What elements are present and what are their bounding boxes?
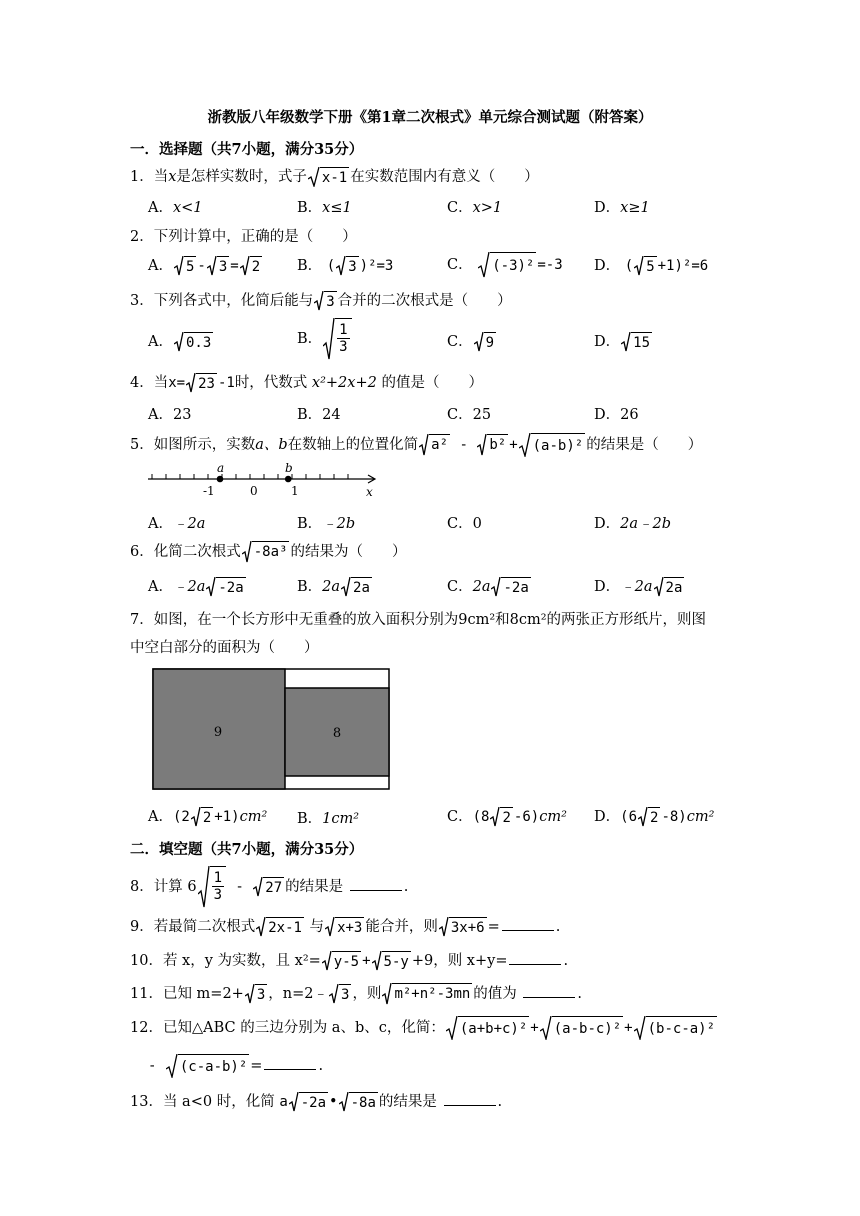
- radicand: 2a: [664, 577, 685, 597]
- paren: (: [326, 258, 336, 274]
- q5-text: 在数轴上的位置化简: [287, 437, 419, 453]
- coefficient: 2a: [322, 579, 341, 595]
- q6-text: 6．化简二次根式: [130, 544, 241, 560]
- radicand: a²: [429, 434, 450, 456]
- period: .: [318, 1058, 324, 1074]
- tick-label-1: 1: [291, 484, 299, 498]
- sqrt-sign: [191, 807, 213, 827]
- sqrt-sign: [186, 373, 217, 393]
- radicand: x-1: [320, 167, 349, 187]
- sqrt-sign: [621, 332, 652, 352]
- option-value: x≥1: [620, 200, 650, 216]
- radicand: (c-a-b)²: [178, 1054, 249, 1078]
- sqrt-sign: [519, 433, 586, 457]
- sqrt-sign: [314, 291, 336, 311]
- radicand: b²: [487, 434, 508, 456]
- expr-tail: )²=3: [359, 258, 394, 274]
- radicand: 23: [196, 373, 217, 393]
- q5-text: 5．如图所示，实数: [130, 437, 256, 453]
- axis-ticks: [152, 474, 348, 479]
- period: .: [563, 953, 569, 969]
- rectangle-figure: [152, 668, 392, 792]
- radicand: (a+b+c)²: [458, 1016, 529, 1040]
- sqrt-sign: [245, 984, 267, 1004]
- sqrt-sign: [242, 541, 290, 563]
- fraction: [212, 870, 224, 903]
- expr-tail: -1: [217, 375, 235, 391]
- option-d: [594, 254, 708, 276]
- q10-text: 10．若 x，y 为实数，且 x²=: [130, 953, 321, 969]
- label-9: 9: [213, 725, 223, 740]
- radicand: 5: [184, 256, 196, 276]
- question-10: [130, 949, 568, 971]
- radicand: 0.3: [184, 332, 213, 352]
- operator: +: [509, 437, 518, 453]
- section-heading-fill: 二．填空题（共7小题，满分35分）: [130, 841, 364, 858]
- sqrt-sign: [634, 256, 656, 276]
- operator: +: [530, 1020, 539, 1036]
- sqrt-sign: [540, 1016, 623, 1040]
- number-line: [146, 462, 382, 502]
- option-c: C．25: [447, 407, 492, 423]
- page-title: 浙教版八年级数学下册《第1章二次根式》单元综合测试题（附答案）: [207, 109, 653, 126]
- question-1: [130, 165, 539, 187]
- sqrt-sign: [490, 807, 512, 827]
- radicand: -2a: [216, 577, 245, 597]
- operator: =: [230, 258, 239, 274]
- radicand: (-3)²: [490, 252, 536, 278]
- expr-tail: -6): [513, 809, 540, 825]
- option-c: [447, 805, 567, 827]
- option-letter: C．: [447, 200, 473, 216]
- option-letter: C．: [447, 334, 473, 350]
- q4-expr: x²+2x+2: [311, 375, 377, 391]
- option-letter: B．: [297, 516, 323, 532]
- sqrt-sign: [341, 577, 372, 597]
- question-6: [130, 540, 406, 563]
- sqrt-sign: [322, 951, 361, 971]
- option-letter: A．: [148, 200, 173, 216]
- q1-text: 是怎样实数时，式子: [176, 169, 307, 185]
- radicand: (a-b-c)²: [552, 1016, 623, 1040]
- sqrt-sign: [166, 1054, 249, 1078]
- radicand: 9: [484, 332, 496, 352]
- option-a: [148, 330, 214, 352]
- radicand: 2a: [351, 577, 372, 597]
- radicand: -8a: [349, 1092, 378, 1112]
- option-value: x≤1: [322, 200, 352, 216]
- sqrt-sign: [634, 1016, 717, 1040]
- q5-vars: a、b: [255, 437, 288, 453]
- q9-text: =: [487, 919, 500, 935]
- sqrt-sign: [446, 1016, 529, 1040]
- q10-text: +9，则 x+y=: [411, 953, 508, 969]
- option-c: [447, 575, 532, 597]
- question-2: 2．下列计算中，正确的是（ ）: [130, 229, 357, 245]
- option-value: x<1: [172, 200, 203, 216]
- option-d: [594, 330, 653, 352]
- option-letter: A．: [148, 334, 173, 350]
- sqrt-sign: [439, 917, 487, 937]
- question-13: [130, 1090, 502, 1112]
- option-a: [148, 254, 263, 276]
- option-d: [594, 196, 650, 217]
- option-b: [297, 254, 393, 276]
- sqrt-sign: [174, 332, 213, 352]
- q9-text: 9．若最简二次根式: [130, 919, 256, 935]
- q13-text: 的结果是: [378, 1094, 442, 1110]
- option-letter: C．: [447, 809, 473, 825]
- answer-blank[interactable]: [444, 1093, 496, 1106]
- expr-tail: =-3: [537, 257, 563, 273]
- option-c: [447, 330, 497, 352]
- coefficient: ﹣2a: [620, 579, 653, 595]
- question-12: [130, 1016, 718, 1040]
- option-letter: B．: [297, 331, 323, 347]
- sqrt-sign: [256, 917, 304, 937]
- expr: (6: [620, 809, 637, 825]
- answer-blank[interactable]: [350, 878, 402, 891]
- period: .: [497, 1094, 503, 1110]
- radicand: 2: [648, 807, 660, 827]
- option-letter: B．: [297, 200, 323, 216]
- q11-text: 的值为: [473, 986, 522, 1002]
- question-7-line2: 中空白部分的面积为（ ）: [130, 640, 319, 656]
- answer-blank[interactable]: [509, 952, 561, 965]
- operator: •: [329, 1094, 338, 1110]
- option-d: D．26: [594, 407, 639, 423]
- radicand: -8a³: [252, 541, 290, 563]
- option-b: [297, 196, 352, 217]
- q11-text: ，n=2﹣: [268, 986, 328, 1002]
- option-letter: D．: [594, 516, 621, 532]
- tick-label-0: 0: [250, 484, 258, 498]
- option-letter: D．: [594, 200, 621, 216]
- radicand: x+3: [335, 917, 364, 937]
- sqrt-sign: [478, 252, 536, 278]
- option-letter: A．: [148, 516, 173, 532]
- option-c: [447, 252, 563, 278]
- label-8: 8: [332, 726, 342, 741]
- q3-text: 合并的二次根式是（ ）: [337, 293, 512, 309]
- sqrt-sign: [253, 877, 284, 897]
- radicand: (a-b)²: [531, 433, 586, 457]
- q11-text: 11．已知 m=2+: [130, 986, 244, 1002]
- sqrt-sign: [491, 577, 530, 597]
- period: .: [555, 919, 561, 935]
- operator: +: [624, 1020, 633, 1036]
- sqrt-sign: [289, 1092, 328, 1112]
- option-letter: D．: [594, 334, 621, 350]
- option-value: ﹣2b: [322, 516, 356, 532]
- option-a: [148, 512, 205, 533]
- radicand: m²+n²-3mn: [392, 983, 472, 1005]
- q3-text: 3．下列各式中，化简后能与: [130, 293, 314, 309]
- sqrt-sign: [372, 951, 411, 971]
- q4-text: 的值是（ ）: [376, 375, 483, 391]
- point-b: [285, 476, 292, 483]
- period: .: [577, 986, 583, 1002]
- sqrt-sign: [382, 983, 472, 1005]
- radicand: 2x-1: [266, 917, 304, 937]
- radicand: 3: [346, 256, 358, 276]
- option-a: [148, 805, 267, 827]
- sqrt-sign: [474, 332, 496, 352]
- sqrt-sign: [329, 984, 351, 1004]
- tick-label-neg1: -1: [203, 484, 215, 498]
- sqrt-sign: [638, 807, 660, 827]
- operator: +: [362, 953, 371, 969]
- radicand: 3: [339, 984, 351, 1004]
- q4-text: 时，代数式: [234, 375, 312, 391]
- expr: (8: [472, 809, 490, 825]
- q8-text: 8．计算 6: [130, 879, 197, 895]
- option-value: x>1: [472, 200, 503, 216]
- radicand: 3x+6: [449, 917, 487, 937]
- option-letter: C．: [447, 579, 473, 595]
- sqrt-sign: [419, 434, 450, 456]
- option-b: [297, 807, 359, 828]
- radicand: (b-c-a)²: [646, 1016, 717, 1040]
- unit: cm²: [539, 809, 567, 825]
- unit: cm²: [239, 809, 268, 825]
- q9-text: 与: [304, 919, 325, 935]
- question-4: [130, 371, 483, 393]
- label-b: b: [285, 462, 293, 475]
- denominator: 3: [213, 887, 222, 903]
- q6-text: 的结果为（ ）: [290, 544, 407, 560]
- q1-number: 1．: [130, 169, 154, 185]
- option-letter: D．: [594, 579, 621, 595]
- option-letter: C．: [447, 257, 473, 273]
- q12-text: 12．已知△ABC 的三边分别为 a、b、c，化简：: [130, 1020, 445, 1036]
- question-5: [130, 433, 702, 457]
- option-d: [594, 512, 671, 533]
- q1-text: 在实数范围内有意义（ ）: [350, 169, 539, 185]
- option-letter: A．: [148, 258, 173, 274]
- option-letter: A．: [148, 809, 173, 825]
- sqrt-sign: [477, 434, 508, 456]
- unit: cm²: [686, 809, 715, 825]
- option-value: ﹣2a: [172, 516, 206, 532]
- radicand: 3: [324, 291, 336, 311]
- option-letter: B．: [297, 579, 323, 595]
- q12-text: =: [250, 1058, 263, 1074]
- expr-tail: -8): [661, 809, 687, 825]
- point-a: [217, 476, 224, 483]
- sqrt-sign: [308, 167, 349, 187]
- question-3: [130, 289, 512, 311]
- radicand: 3: [217, 256, 229, 276]
- sqrt-sign: [207, 256, 229, 276]
- answer-blank[interactable]: [523, 985, 575, 998]
- q1-var: x: [168, 169, 177, 185]
- option-letter: A．: [148, 579, 173, 595]
- axis-label-x: x: [366, 485, 373, 499]
- q5-text: 的结果是（ ）: [586, 437, 703, 453]
- question-7-line1: 7．如图，在一个长方形中无重叠的放入面积分别为9cm²和8cm²的两张正方形纸片，则图: [130, 612, 707, 628]
- sqrt-sign: [323, 318, 351, 360]
- option-a: [148, 196, 203, 217]
- radicand: 15: [631, 332, 652, 352]
- option-b: B．24: [297, 407, 341, 423]
- option-c: [447, 196, 502, 217]
- expr: x=: [168, 375, 186, 391]
- question-8: [130, 866, 408, 908]
- radicand: 5-y: [382, 951, 411, 971]
- q8-text: 的结果是: [285, 879, 348, 895]
- option-d: [594, 805, 714, 827]
- operator: -: [451, 437, 477, 453]
- expr: (2: [172, 809, 190, 825]
- option-value: 1cm²: [322, 811, 360, 827]
- operator: -: [197, 258, 206, 274]
- answer-blank[interactable]: [502, 918, 554, 931]
- option-a: A．23: [148, 407, 192, 423]
- coefficient: 2a: [472, 579, 491, 595]
- radicand: 2: [250, 256, 262, 276]
- option-b: [297, 512, 355, 533]
- radicand: 3: [255, 984, 267, 1004]
- period: .: [403, 879, 409, 895]
- section-heading-choice: 一．选择题（共7小题，满分35分）: [130, 141, 364, 158]
- coefficient: ﹣2a: [172, 579, 206, 595]
- sqrt-sign: [336, 256, 358, 276]
- q4-text: 4．当: [130, 375, 169, 391]
- question-11: [130, 982, 582, 1005]
- sqrt-sign: [206, 577, 245, 597]
- option-letter: B．: [297, 811, 323, 827]
- option-b: [297, 318, 353, 360]
- question-9: [130, 915, 560, 937]
- numerator: 1: [339, 322, 348, 338]
- option-letter: D．: [594, 258, 621, 274]
- q13-text: 13．当 a<0 时，化简: [130, 1094, 280, 1110]
- numerator: 1: [213, 870, 222, 886]
- option-a: [148, 575, 247, 597]
- radicand: 27: [263, 877, 284, 897]
- sqrt-sign: [198, 866, 226, 908]
- label-a: a: [217, 462, 225, 475]
- q9-text: 能合并，则: [365, 919, 438, 935]
- radicand: -2a: [299, 1092, 328, 1112]
- radicand: 2: [500, 807, 512, 827]
- option-b: [297, 575, 373, 597]
- operator: -: [148, 1058, 165, 1074]
- paren: (: [624, 258, 634, 274]
- option-c: C．0: [447, 516, 482, 532]
- operator: -: [227, 879, 253, 895]
- option-d: [594, 575, 685, 597]
- coefficient: a: [279, 1094, 288, 1110]
- option-letter: B．: [297, 258, 323, 274]
- sqrt-sign: [325, 917, 364, 937]
- expr-tail: +1): [214, 809, 240, 825]
- expr-tail: +1)²=6: [657, 258, 709, 274]
- sqrt-sign: [339, 1092, 378, 1112]
- radicand: y-5: [332, 951, 361, 971]
- radicand: 2: [201, 807, 213, 827]
- sqrt-sign: [240, 256, 262, 276]
- sqrt-sign: [174, 256, 196, 276]
- option-value: 2a﹣2b: [620, 516, 672, 532]
- q1-text: 当: [153, 169, 169, 185]
- radicand: -2a: [501, 577, 530, 597]
- question-12-line2: [148, 1054, 323, 1078]
- sqrt-sign: [654, 577, 685, 597]
- answer-blank[interactable]: [264, 1057, 316, 1070]
- fraction: [337, 322, 349, 355]
- radicand: 5: [644, 256, 656, 276]
- q11-text: ，则: [352, 986, 382, 1002]
- option-letter: D．: [594, 809, 621, 825]
- denominator: 3: [339, 339, 348, 355]
